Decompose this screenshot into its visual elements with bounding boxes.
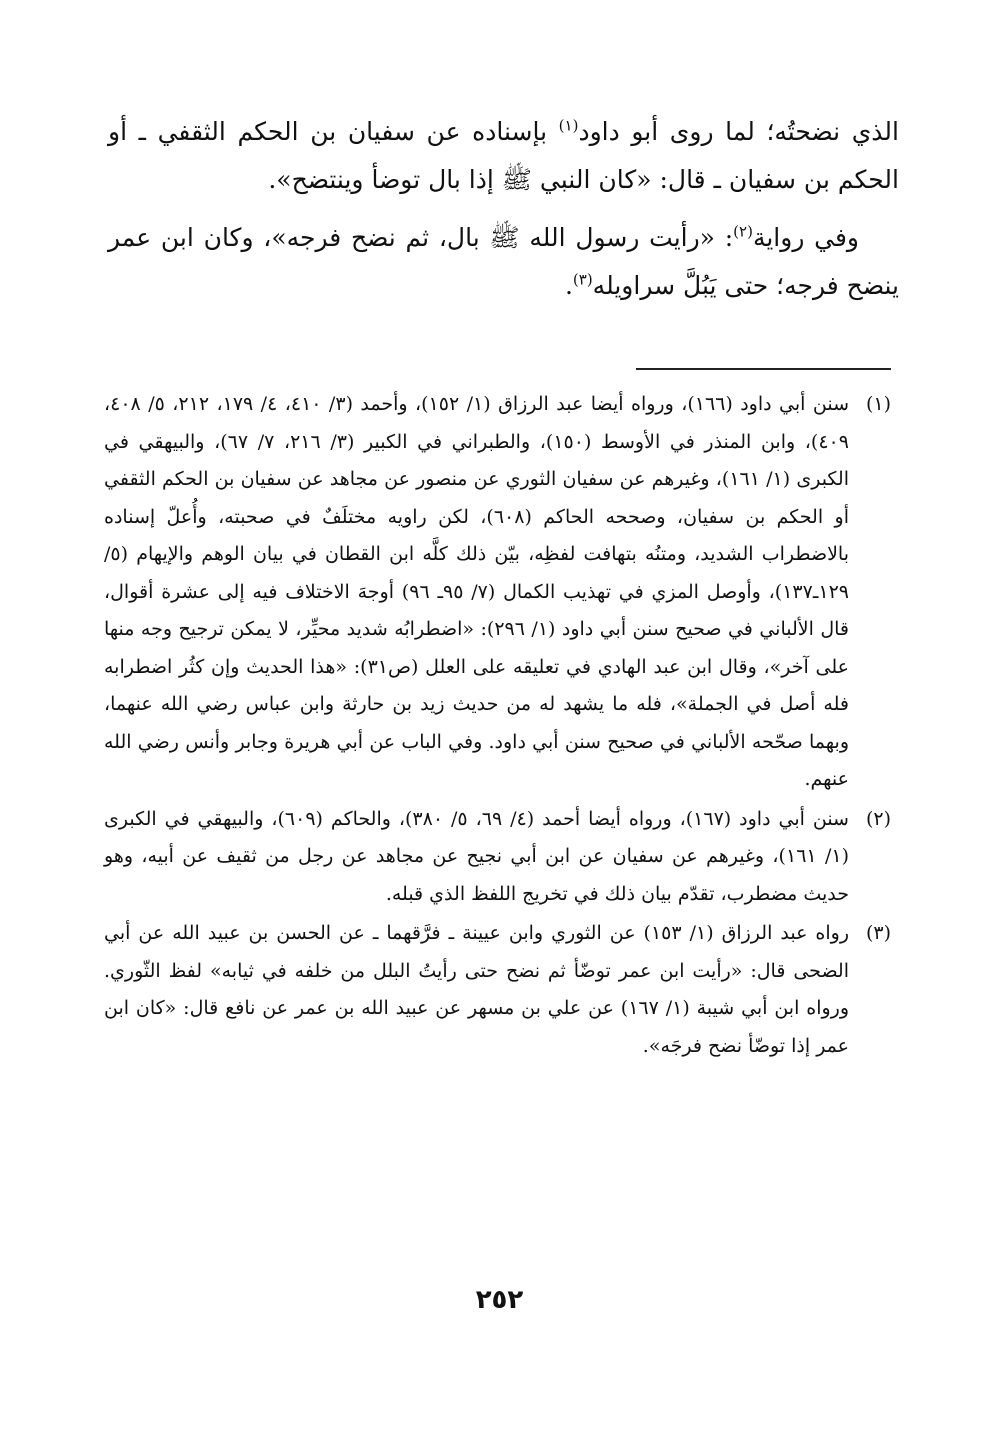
main-paragraph-2-end: . [564,271,573,300]
footnote-3 [104,915,891,1065]
footnote-ref-1: (١) [558,116,579,135]
footnote-ref-3: (٣) [572,270,593,289]
footnote-1 [104,386,891,799]
main-text-body [108,108,899,320]
footnote-number: (٣) [865,922,891,944]
main-paragraph-1-continuation: بإسناده عن سفيان بن الحكم الثقفي ـ أو الحكم بن سفيان ـ قال: «كان النبي ﷺ إذا بال توضأ وينتضح». [108,117,899,194]
footnote-text: رواه عبد الرزاق (١/ ١٥٣) عن الثوري وابن عيينة ـ فرَّقهما ـ عن الحسن بن عبيد الله عن أبي الضحى قال: «رأيت ابن عمر توضّأ ثم نضح حتى رأيتُ البلل من خلفه في ثيابه» لفظ الثّوري. ورواه ابن أبي شيبة (١/ ١٦٧) عن علي بن مسهر عن عبيد الله بن عمر عن نافع قال: «كان ابن عمر إذا توضّأ نضح فرجَه». [104,922,849,1057]
footnote-text: سنن أبي داود (١٦٦)، ورواه أيضا عبد الرزاق (١/ ١٥٢)، وأحمد (٣/ ٤١٠، ٤/ ١٧٩، ٢١٢، ٥/ ٤٠٨، ٤٠٩)، وابن المنذر في الأوسط (١٥٠)، والطبراني في الكبير (٣/ ٢١٦، ٧/ ٦٧)، والبيهقي في الكبرى (١/ ١٦١)، وغيرهم عن سفيان الثوري عن منصور عن مجاهد عن سفيان بن الحكم الثقفي أو الحكم بن سفيان، وصححه الحاكم (٦٠٨)، لكن راويه مختلَفٌ في صحبته، وأُعلّ إسناده بالاضطراب الشديد، ومتنُه بتهافت لفظِه، بيّن ذلك كلَّه ابن القطان في بيان الوهم والإيهام (٥/ ١٢٩ـ١٣٧)، وأوصل المزي في تهذيب الكمال (٧/ ٩٥ـ ٩٦) أوجهَ الاختلاف فيه إلى عشرة أقوال، قال الألباني في صحيح سنن أبي داود (١/ ٢٩٦): «اضطرابُه شديد محيِّر، لا يمكن ترجيح وجه منها على آخر»، وقال ابن عبد الهادي في تعليقه على العلل (ص٣١): «هذا الحديث وإن كثُر اضطرابه فله أصل في الجملة»، فله ما يشهد له من حديث زيد بن حارثة وابن عباس رضي الله عنهما، وبهما صحّحه الألباني في صحيح سنن أبي داود. وفي الباب عن أبي هريرة وجابر وأنس رضي الله عنهم. [104,393,850,790]
footnote-2 [104,801,891,914]
footnote-separator [636,368,891,370]
footnote-number: (١) [865,393,891,415]
footnote-ref-2: (٢) [733,222,753,241]
footnote-number: (٢) [865,807,891,830]
footnote-text: سنن أبي داود (١٦٧)، ورواه أيضا أحمد (٤/ ٦٩، ٥/ ٣٨٠)، والحاكم (٦٠٩)، والبيهقي في الكبرى (١/ ١٦١)، وغيرهم عن سفيان عن ابن أبي نجيح عن مجاهد عن رجل من ثقيف عن أبيه، وهو حديث مضطرب، تقدّم بيان ذلك في تخريج اللفظ الذي قبله. [104,807,849,905]
main-paragraph-1-text: الذي نضحتُه؛ لما روى أبو داود [578,117,899,146]
main-paragraph-2-continuation: : «رأيت رسول الله ﷺ بال، ثم نضح فرجه»، وكان ابن عمر ينضح فرجه؛ حتى يَبُلَّ سراويله [108,223,899,300]
main-paragraph-2 [108,214,899,310]
main-paragraph-2-text: وفي رواية [752,223,859,252]
footnotes-section [104,386,891,1067]
main-paragraph-1 [108,108,899,204]
page-number: ٢٥٢ [475,1285,524,1315]
